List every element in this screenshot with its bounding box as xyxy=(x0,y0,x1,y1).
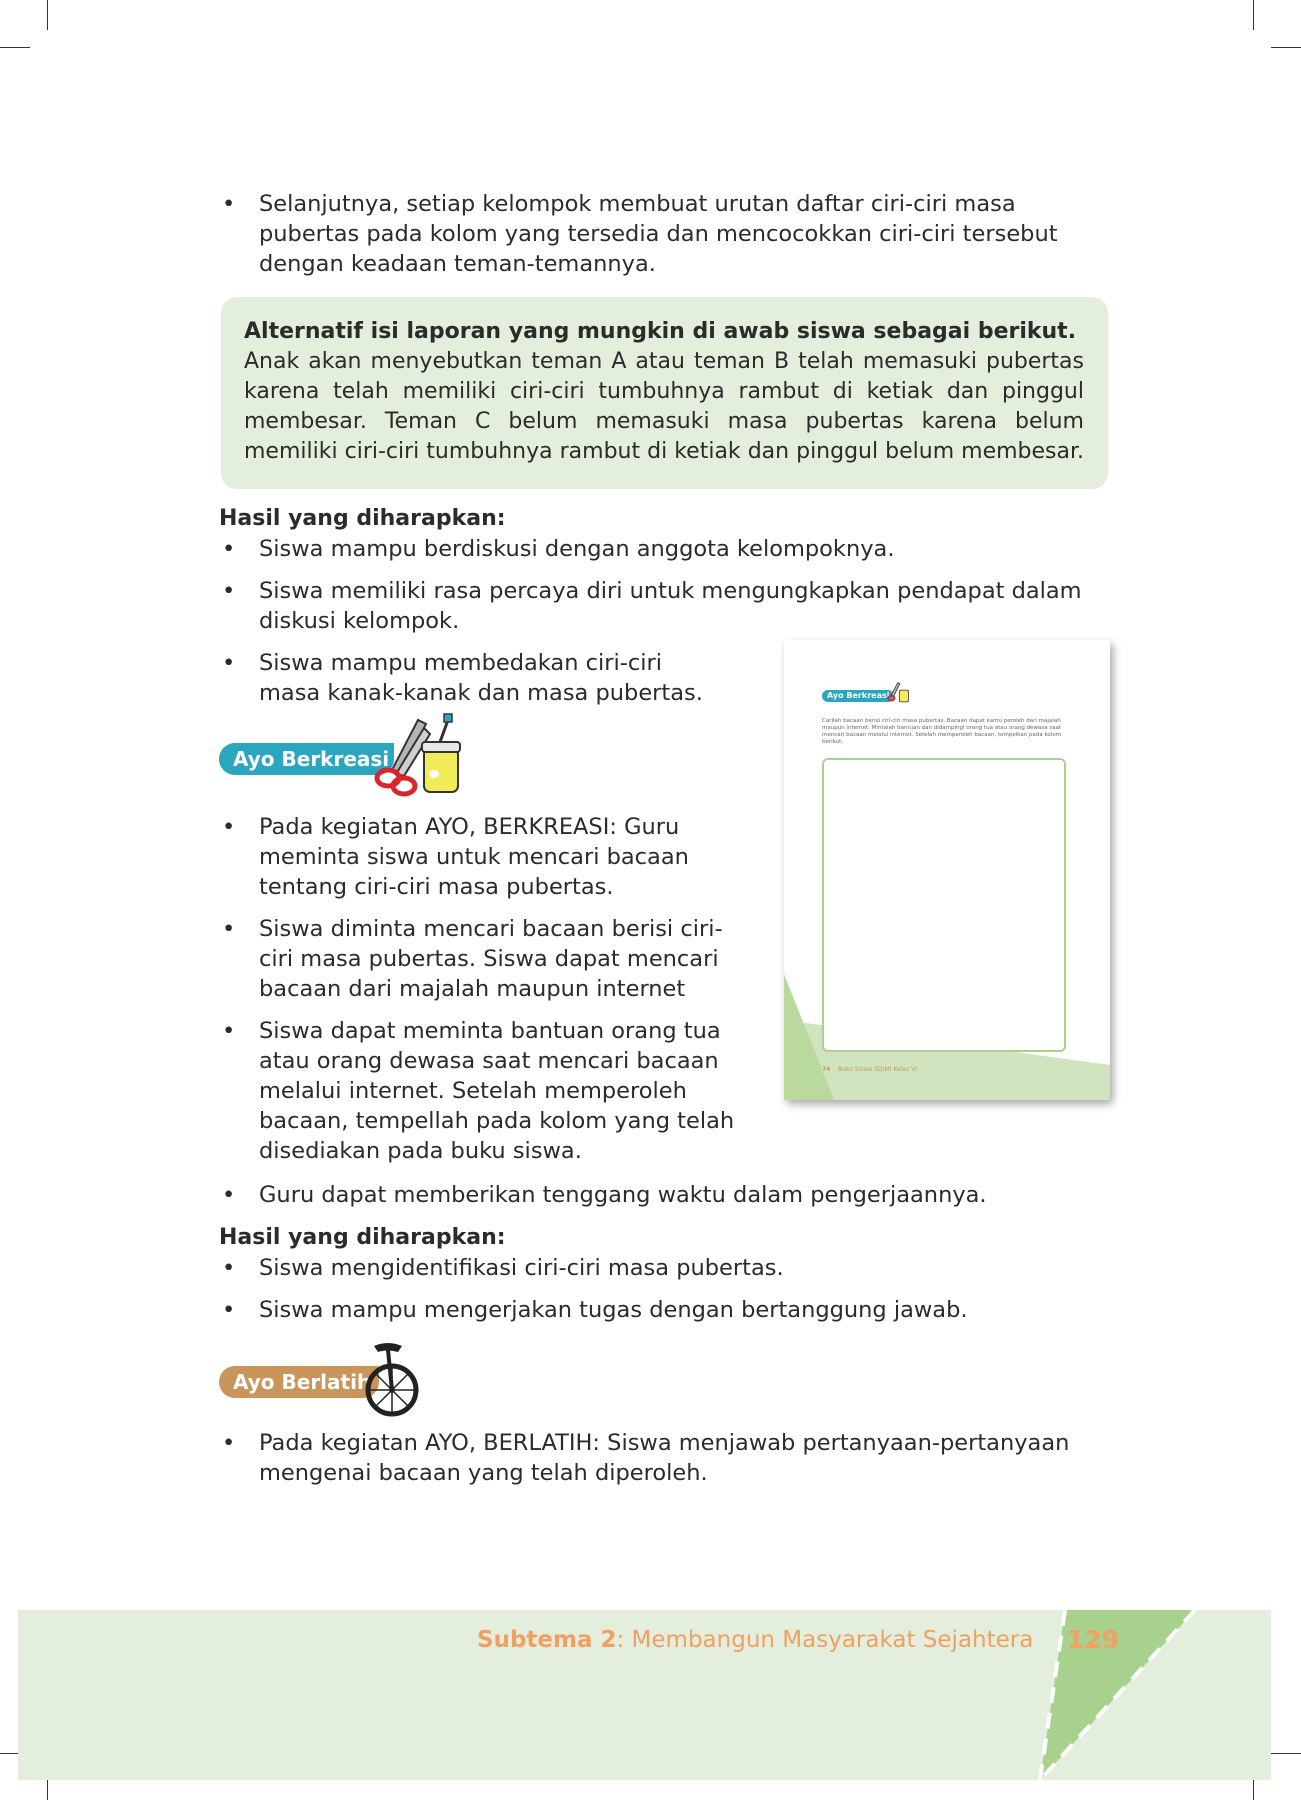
unicycle-icon xyxy=(360,1340,426,1420)
answer-box-line: membesar. Teman C belum memasuki masa pubertas karena belum xyxy=(244,409,1084,434)
berkreasi-list-end xyxy=(219,1180,1119,1222)
answer-box-line: memiliki ciri-ciri tumbuhnya rambut di ketiak dan pinggul belum membesar. xyxy=(244,439,1084,464)
ayo-berkreasi-tag xyxy=(219,743,394,775)
list-item: • Siswa memiliki rasa percaya diri untuk mengungkapkan pendapat dalam diskusi kelompok. xyxy=(219,576,1099,636)
student-book-thumbnail xyxy=(784,640,1110,1100)
thumbnail-text: Carilah bacaan berisi ciri-ciri masa pubertas. Bacaan dapat kamu peroleh dari majalah maupun internet. Mintalah bantuan dan didampingi orang tua atau orang dewasa saat mencari bacaan melalui internet. Setelah memperoleh bacaan, tempelkan pada kolom berikut. xyxy=(822,718,1062,745)
list-item: • Siswa mampu mengerjakan tugas dengan bertanggung jawab. xyxy=(219,1295,1119,1325)
list-item: • Guru dapat memberikan tenggang waktu dalam pengerjaannya. xyxy=(219,1180,1119,1210)
ayo-berlatih-label: Ayo Berlatih xyxy=(233,1370,372,1394)
ayo-berlatih-tag xyxy=(219,1366,379,1398)
section-heading: Hasil yang diharapkan: xyxy=(219,1225,506,1250)
answer-box-line: karena telah memiliki ciri-ciri tumbuhnya rambut di ketiak dan pinggul xyxy=(244,379,1084,404)
intro-list xyxy=(219,189,1099,291)
thumbnail-footer xyxy=(822,1066,917,1073)
list-item: • Pada kegiatan AYO, BERKREASI: Guru meminta siswa untuk mencari bacaan tentang ciri-ciri masa pubertas. xyxy=(219,812,739,902)
scissors-icon xyxy=(886,680,910,704)
list-item: • Siswa diminta mencari bacaan berisi ciri-ciri masa pubertas. Siswa dapat mencari bacaan dari majalah maupun internet xyxy=(219,914,739,1004)
ayo-berkreasi-label: Ayo Berkreasi xyxy=(233,747,390,771)
list-item: • Siswa mengidentifikasi ciri-ciri masa pubertas. xyxy=(219,1253,1119,1283)
page-number: 129 xyxy=(1067,1625,1120,1654)
section-heading: Hasil yang diharapkan: xyxy=(219,506,506,531)
crop-mark xyxy=(1271,47,1301,48)
thumbnail-tag: Ayo Berkreasi xyxy=(822,690,894,702)
scissors-icon xyxy=(374,712,464,798)
list-item: • Pada kegiatan AYO, BERLATIH: Siswa menjawab pertanyaan-pertanyaan mengenai bacaan yang telah diperoleh. xyxy=(219,1428,1119,1488)
crop-mark xyxy=(1253,0,1254,30)
answer-box-title: Alternatif isi laporan yang mungkin di awab siswa sebagai berikut. xyxy=(244,319,1077,344)
thumbnail-page-number: 74 xyxy=(822,1066,831,1073)
expected-results-list-2 xyxy=(219,1253,1119,1337)
list-item: • Siswa mampu berdiskusi dengan anggota kelompoknya. xyxy=(219,534,1099,564)
berkreasi-list xyxy=(219,812,739,1178)
crop-mark xyxy=(1271,1753,1301,1754)
crop-mark xyxy=(0,47,30,48)
thumbnail-paste-frame xyxy=(822,758,1066,1052)
footer-subtema xyxy=(477,1625,1033,1655)
thumbnail-book-title: Buku Siswa SD/MI Kelas VI xyxy=(838,1066,917,1073)
list-item: • Siswa mampu membedakan ciri-ciri masa kanak-kanak dan masa pubertas. xyxy=(219,648,729,708)
list-item: • Siswa dapat meminta bantuan orang tua atau orang dewasa saat mencari bacaan melalui internet. Setelah memperoleh bacaan, tempellah pada kolom yang telah disediakan pada buku siswa. xyxy=(219,1016,739,1166)
answer-box xyxy=(221,297,1108,489)
answer-box-line: Anak akan menyebutkan teman A atau teman B telah memasuki pubertas xyxy=(244,349,1084,374)
crop-mark xyxy=(47,0,48,30)
footer-subtema-label: Subtema 2 xyxy=(477,1627,617,1653)
berlatih-list xyxy=(219,1428,1119,1500)
footer-triangle xyxy=(1020,1605,1220,1785)
list-item: • Selanjutnya, setiap kelompok membuat urutan daftar ciri-ciri masa pubertas pada kolom yang tersedia dan mencocokkan ciri-ciri tersebut dengan keadaan teman-temannya. xyxy=(219,189,1099,279)
footer-subtema-title: : Membangun Masyarakat Sejahtera xyxy=(616,1627,1034,1653)
